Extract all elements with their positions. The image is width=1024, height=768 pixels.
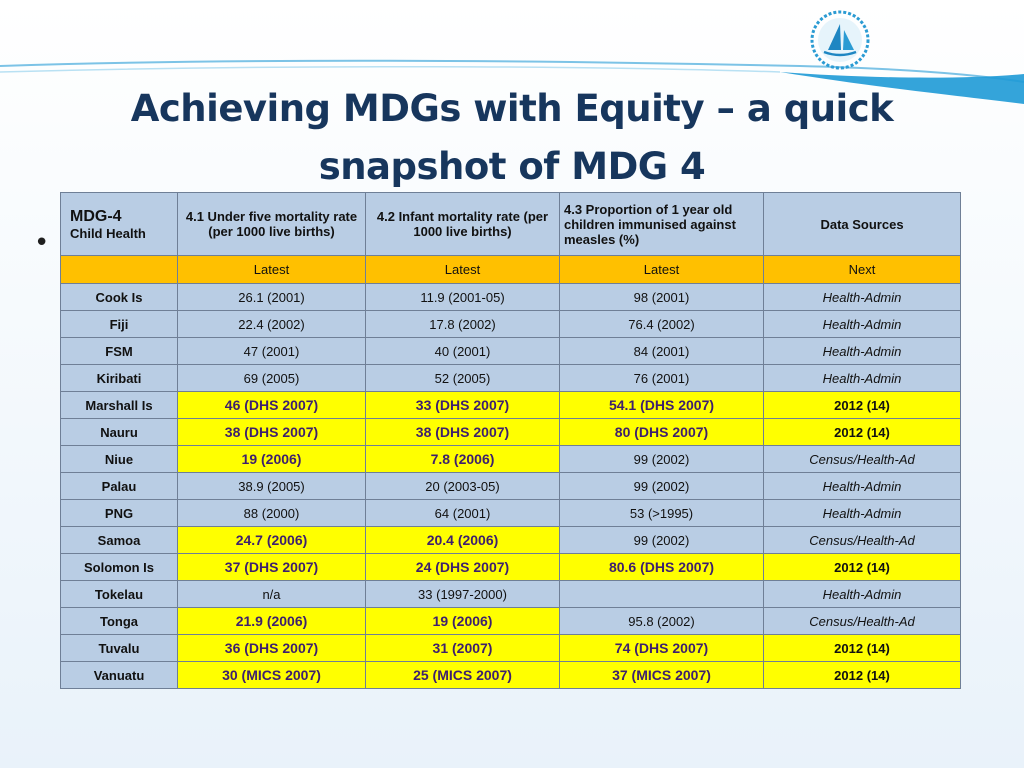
table-row — [61, 338, 961, 365]
country-cell: Niue — [61, 446, 178, 473]
under5-cell: 21.9 (2006) — [178, 608, 366, 635]
source-cell: Census/Health-Ad — [764, 446, 961, 473]
infant-cell: 38 (DHS 2007) — [366, 419, 560, 446]
country-cell: Palau — [61, 473, 178, 500]
source-cell: Health-Admin — [764, 581, 961, 608]
measles-cell: 99 (2002) — [560, 527, 764, 554]
infant-cell: 11.9 (2001-05) — [366, 284, 560, 311]
infant-cell: 33 (DHS 2007) — [366, 392, 560, 419]
infant-cell: 31 (2007) — [366, 635, 560, 662]
country-cell: Tokelau — [61, 581, 178, 608]
under5-cell: 36 (DHS 2007) — [178, 635, 366, 662]
table-row — [61, 284, 961, 311]
table-row — [61, 365, 961, 392]
country-cell: Vanuatu — [61, 662, 178, 689]
country-cell: Tuvalu — [61, 635, 178, 662]
slide-title: Achieving MDGs with Equity – a quick snapshot of MDG 4 — [130, 87, 894, 188]
country-cell: Kiribati — [61, 365, 178, 392]
country-cell: Fiji — [61, 311, 178, 338]
country-cell: Samoa — [61, 527, 178, 554]
country-cell: Nauru — [61, 419, 178, 446]
measles-cell: 84 (2001) — [560, 338, 764, 365]
header-infant: 4.2 Infant mortality rate (per 1000 live births) — [366, 193, 560, 256]
source-cell: Health-Admin — [764, 284, 961, 311]
source-cell: Census/Health-Ad — [764, 608, 961, 635]
under5-cell: 38.9 (2005) — [178, 473, 366, 500]
measles-cell: 80 (DHS 2007) — [560, 419, 764, 446]
infant-cell: 7.8 (2006) — [366, 446, 560, 473]
source-cell: 2012 (14) — [764, 392, 961, 419]
bullet-point: • — [34, 228, 50, 258]
measles-cell: 76 (2001) — [560, 365, 764, 392]
latest-label: Latest — [178, 256, 366, 284]
infant-cell: 52 (2005) — [366, 365, 560, 392]
source-cell: 2012 (14) — [764, 635, 961, 662]
source-cell: Health-Admin — [764, 338, 961, 365]
under5-cell: 24.7 (2006) — [178, 527, 366, 554]
measles-cell: 98 (2001) — [560, 284, 764, 311]
table-row — [61, 608, 961, 635]
source-cell: Health-Admin — [764, 365, 961, 392]
infant-cell: 20.4 (2006) — [366, 527, 560, 554]
infant-cell: 40 (2001) — [366, 338, 560, 365]
under5-cell: 46 (DHS 2007) — [178, 392, 366, 419]
table-row — [61, 446, 961, 473]
mdg-sublabel: Child Health — [70, 225, 146, 241]
infant-cell: 20 (2003-05) — [366, 473, 560, 500]
infant-cell: 64 (2001) — [366, 500, 560, 527]
table-row — [61, 635, 961, 662]
organization-logo — [808, 8, 872, 72]
source-cell: 2012 (14) — [764, 662, 961, 689]
measles-cell: 74 (DHS 2007) — [560, 635, 764, 662]
source-cell: Health-Admin — [764, 311, 961, 338]
measles-cell: 99 (2002) — [560, 446, 764, 473]
header-under5: 4.1 Under five mortality rate (per 1000 live births) — [178, 193, 366, 256]
under5-cell: 47 (2001) — [178, 338, 366, 365]
header-sources: Data Sources — [764, 193, 961, 256]
country-cell: Cook Is — [61, 284, 178, 311]
table-row — [61, 473, 961, 500]
under5-cell: 37 (DHS 2007) — [178, 554, 366, 581]
table-row — [61, 581, 961, 608]
corner-cell — [61, 193, 178, 256]
infant-cell: 19 (2006) — [366, 608, 560, 635]
mdg-label: MDG-4 — [70, 207, 122, 225]
latest-label: Latest — [366, 256, 560, 284]
country-cell: Solomon Is — [61, 554, 178, 581]
next-label: Next — [764, 256, 961, 284]
measles-cell: 53 (>1995) — [560, 500, 764, 527]
table-row — [61, 392, 961, 419]
infant-cell: 17.8 (2002) — [366, 311, 560, 338]
measles-cell — [560, 581, 764, 608]
country-cell: Tonga — [61, 608, 178, 635]
source-cell: Census/Health-Ad — [764, 527, 961, 554]
under5-cell: 30 (MICS 2007) — [178, 662, 366, 689]
latest-label: Latest — [560, 256, 764, 284]
measles-cell: 80.6 (DHS 2007) — [560, 554, 764, 581]
latest-row — [61, 256, 961, 284]
country-cell: Marshall Is — [61, 392, 178, 419]
source-cell: 2012 (14) — [764, 419, 961, 446]
header-measles: 4.3 Proportion of 1 year old children immunised against measles (%) — [560, 193, 764, 256]
country-cell: FSM — [61, 338, 178, 365]
under5-cell: n/a — [178, 581, 366, 608]
measles-cell: 54.1 (DHS 2007) — [560, 392, 764, 419]
under5-cell: 88 (2000) — [178, 500, 366, 527]
measles-cell: 99 (2002) — [560, 473, 764, 500]
table-row — [61, 419, 961, 446]
table-row — [61, 527, 961, 554]
measles-cell: 95.8 (2002) — [560, 608, 764, 635]
measles-cell: 37 (MICS 2007) — [560, 662, 764, 689]
infant-cell: 33 (1997-2000) — [366, 581, 560, 608]
mdg4-table — [60, 192, 961, 689]
infant-cell: 25 (MICS 2007) — [366, 662, 560, 689]
under5-cell: 19 (2006) — [178, 446, 366, 473]
table-header-row — [61, 193, 961, 256]
latest-row-blank — [61, 256, 178, 284]
table-row — [61, 554, 961, 581]
source-cell: Health-Admin — [764, 500, 961, 527]
under5-cell: 22.4 (2002) — [178, 311, 366, 338]
table-row — [61, 500, 961, 527]
under5-cell: 69 (2005) — [178, 365, 366, 392]
under5-cell: 26.1 (2001) — [178, 284, 366, 311]
source-cell: Health-Admin — [764, 473, 961, 500]
under5-cell: 38 (DHS 2007) — [178, 419, 366, 446]
country-cell: PNG — [61, 500, 178, 527]
infant-cell: 24 (DHS 2007) — [366, 554, 560, 581]
source-cell: 2012 (14) — [764, 554, 961, 581]
table-row — [61, 311, 961, 338]
measles-cell: 76.4 (2002) — [560, 311, 764, 338]
table-row — [61, 662, 961, 689]
